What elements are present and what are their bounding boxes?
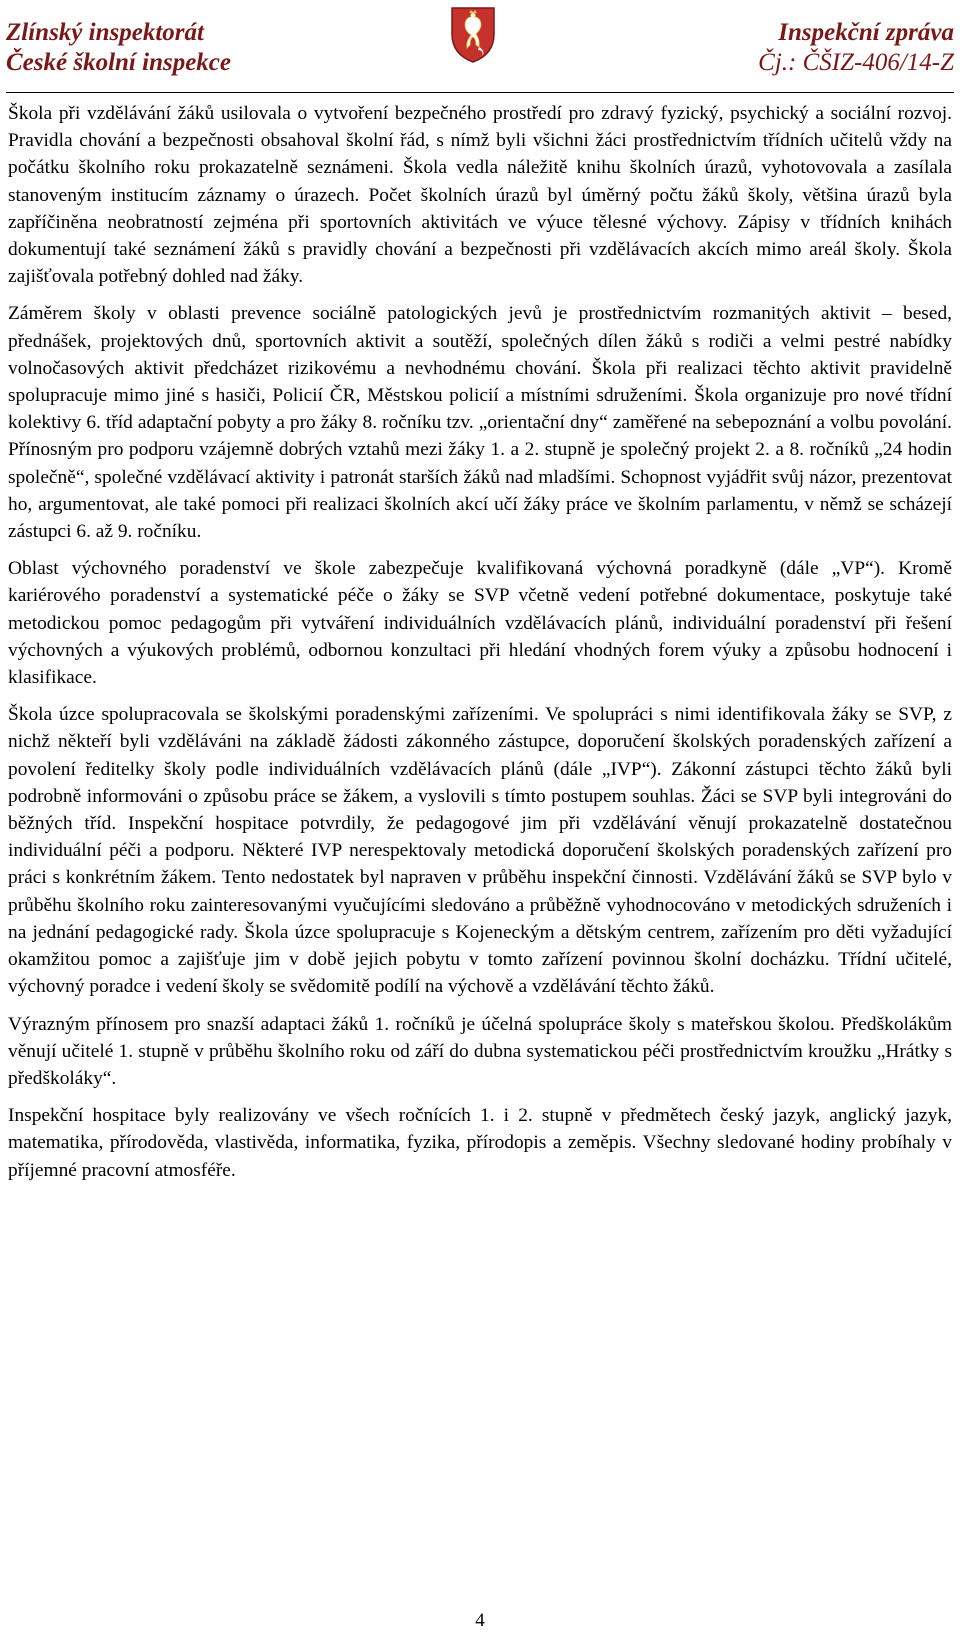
reference-number: Čj.: ČŠIZ-406/14-Z bbox=[758, 49, 954, 76]
header-divider bbox=[6, 92, 954, 93]
page-header bbox=[6, 0, 954, 88]
report-identifier bbox=[758, 18, 954, 78]
paragraph-svp-cooperation: Škola úzce spolupracovala se školskými poradenskými zařízeními. Ve spolupráci s nimi identifikovala žáky se SVP, z nichž někteří byli vzděláváni na základě žádosti zákonného zástupce, doporučení školských poradenských zařízení a povolení ředitelky školy podle individuálních vzdělávacích plánů (dále „IVP“). Zákonní zástupci těchto žáků byli podrobně informováni o způsobu práce se žákem, a vyslovili s tímto postupem souhlas. Žáci se SVP byli integrováni do běžných tříd. Inspekční hospitace potvrdily, že pedagogové jim při vzdělávání věnují prokazatelně dostatečnou individuální péči a podporu. Některé IVP nerespektovaly metodická doporučení školských poradenských zařízení pro práci s konkrétním žákem. Tento nedostatek byl napraven v průběhu inspekční činnosti. Vzdělávání žáků se SVP bylo v průběhu školního roku zainteresovanými vyučujícími sledováno a průběžně vyhodnocováno v metodických sdruženích i na jednání pedagogické rady. Škola úzce spolupracuje s Kojeneckým a dětským centrem, zařízením pro děti vyžadující okamžitou pomoc a zajišťuje jim v době jejich pobytu v tomto zařízení povinnou školní docházku. Třídní učitelé, výchovný poradce i vedení školy se svědomitě podílí na výchově a vzdělávání těchto žáků. bbox=[8, 704, 952, 998]
coat-of-arms-icon bbox=[450, 4, 496, 64]
paragraph-prevention: Záměrem školy v oblasti prevence sociálně patologických jevů je prostřednictvím rozmanitých aktivit – besed, přednášek, projektových dnů, sportovních aktivit a soutěží, společných dílen žáků s rodiči a velmi pestré nabídky volnočasových aktivit předcházet rizikovému a nevhodnému chování. Škola při realizaci těchto aktivit pravidelně spolupracuje mimo jiné s hasiči, Policií ČR, Městskou policií a místními sdruženími. Škola organizuje pro nové třídní kolektivy 6. tříd adaptační pobyty a pro žáky 8. ročníku tzv. „orientační dny“ zaměřené na sebepoznání a volbu povolání. Přínosným pro podporu vzájemně dobrých vztahů mezi žáky 1. a 2. stupně je společný projekt 2. a 8. ročníků „24 hodin společně“, společné vzdělávací aktivity i patronát starších žáků nad mladšími. Schopnost vyjádřit svůj názor, prezentovat ho, argumentovat, ale také pomoci při realizaci školních akcí učí žáky práce ve školním parlamentu, v němž se scházejí zástupci 6. až 9. ročníku. bbox=[8, 303, 952, 543]
report-type: Inspekční zpráva bbox=[778, 19, 954, 46]
paragraph-kindergarten: Výrazným přínosem pro snazší adaptaci žáků 1. ročníků je účelná spolupráce školy s mateřskou školou. Předškolákům věnují učitelé 1. stupně v průběhu školního roku od září do dubna systematickou péči prostřednictvím kroužku „Hrátky s předškoláky“. bbox=[8, 1013, 952, 1089]
inspectorate-line-2: České školní inspekce bbox=[6, 49, 231, 76]
paragraph-counseling: Oblast výchovného poradenství ve škole zabezpečuje kvalifikovaná výchovná poradkyně (dále „VP“). Kromě kariérového poradenství a systematické péče o žáky se SVP včetně vedení potřebné dokumentace, poskytuje také metodickou pomoc pedagogům při vytváření individuálních vzdělávacích plánů, individuální poradenství při řešení výchovných a výukových problémů, odbornou konzultaci při hledání vhodných forem výuky a způsobu hodnocení i klasifikace. bbox=[8, 558, 952, 689]
paragraph-safety: Škola při vzdělávání žáků usilovala o vytvoření bezpečného prostředí pro zdravý fyzický, psychický a sociální rozvoj. Pravidla chování a bezpečnosti obsahoval školní řád, s nímž byli všichni žáci prostřednictvím třídních učitelů vždy na počátku školního roku prokazatelně seznámeni. Škola vedla náležitě knihu školních úrazů, vyhotovovala a zasílala stanoveným institucím záznamy o úrazech. Počet školních úrazů byl úměrný počtu žáků školy, většina úrazů byla zapříčiněna neobratností zejména při sportovních aktivitách ve výuce tělesné výchovy. Zápisy v třídních knihách dokumentují také seznámení žáků s pravidly chování a bezpečnosti při vzdělávacích akcích mimo areál školy. Škola zajišťovala potřebný dohled nad žáky. bbox=[8, 103, 952, 288]
inspectorate-name bbox=[6, 18, 231, 78]
paragraph-inspections: Inspekční hospitace byly realizovány ve všech ročnících 1. i 2. stupně v předmětech český jazyk, anglický jazyk, matematika, přírodověda, vlastivěda, informatika, fyzika, přírodopis a zeměpis. Všechny sledované hodiny probíhaly v příjemné pracovní atmosféře. bbox=[8, 1105, 952, 1181]
page-number: 4 bbox=[475, 1610, 485, 1631]
document-body bbox=[8, 100, 952, 1194]
inspectorate-line-1: Zlínský inspektorát bbox=[6, 19, 204, 46]
